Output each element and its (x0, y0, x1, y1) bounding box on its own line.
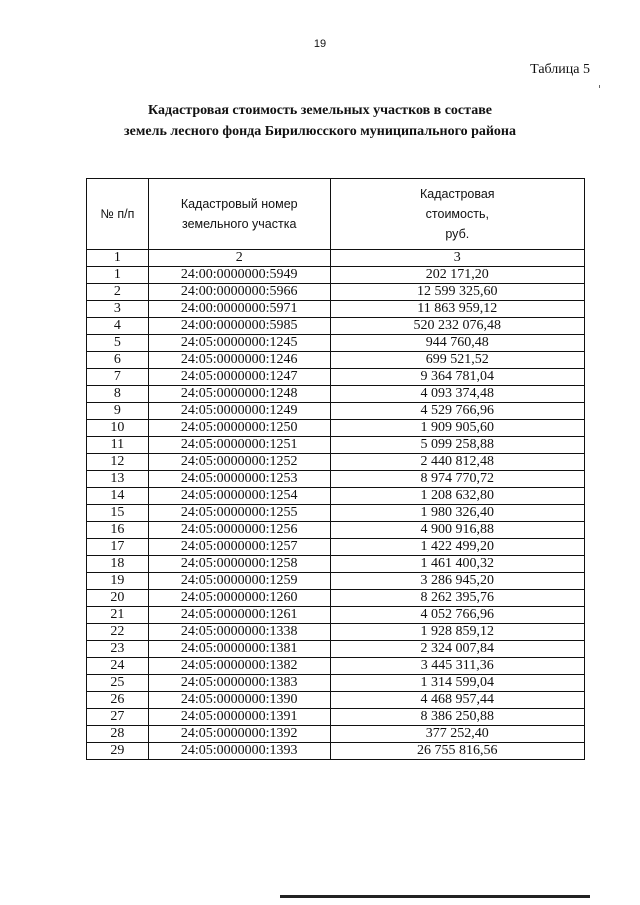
cadastral-value-cell: 5 099 258,88 (330, 437, 584, 454)
cadastral-number-cell: 24:05:0000000:1255 (148, 505, 330, 522)
header-cadastral-number (148, 179, 330, 250)
header-cadastral-number-line2: земельного участка (181, 217, 297, 231)
column-index-1: 1 (87, 250, 149, 267)
table-row (87, 403, 585, 420)
cadastral-value-cell: 1 208 632,80 (330, 488, 584, 505)
cadastral-number-cell: 24:05:0000000:1254 (148, 488, 330, 505)
cadastral-number-cell: 24:05:0000000:1338 (148, 624, 330, 641)
header-cadastral-value (330, 179, 584, 250)
row-number-cell: 26 (87, 692, 149, 709)
row-number-cell: 20 (87, 590, 149, 607)
row-number-cell: 27 (87, 709, 149, 726)
cadastral-value-cell: 8 386 250,88 (330, 709, 584, 726)
table-row (87, 641, 585, 658)
cadastral-value-cell: 1 909 905,60 (330, 420, 584, 437)
cadastral-number-cell: 24:05:0000000:1382 (148, 658, 330, 675)
table-row (87, 539, 585, 556)
row-number-cell: 24 (87, 658, 149, 675)
table-row (87, 658, 585, 675)
cadastral-number-cell: 24:05:0000000:1381 (148, 641, 330, 658)
table-row (87, 675, 585, 692)
table-row (87, 692, 585, 709)
row-number-cell: 17 (87, 539, 149, 556)
cadastral-number-cell: 24:05:0000000:1258 (148, 556, 330, 573)
cadastral-value-cell: 2 440 812,48 (330, 454, 584, 471)
cadastral-value-cell: 4 468 957,44 (330, 692, 584, 709)
cadastral-number-cell: 24:05:0000000:1245 (148, 335, 330, 352)
row-number-cell: 15 (87, 505, 149, 522)
row-number-cell: 28 (87, 726, 149, 743)
table-label: Таблица 5 (530, 62, 590, 77)
table-row (87, 454, 585, 471)
title-line-2: земель лесного фонда Бирилюсского муниципального района (124, 124, 516, 139)
table-row (87, 437, 585, 454)
cadastral-value-cell: 3 286 945,20 (330, 573, 584, 590)
row-number-cell: 12 (87, 454, 149, 471)
table-row (87, 607, 585, 624)
table-row (87, 369, 585, 386)
column-index-2: 2 (148, 250, 330, 267)
table-row (87, 386, 585, 403)
document-title (40, 100, 600, 142)
cadastral-number-cell: 24:05:0000000:1257 (148, 539, 330, 556)
table-row (87, 335, 585, 352)
table-row (87, 471, 585, 488)
cadastral-number-cell: 24:00:0000000:5966 (148, 284, 330, 301)
page-number: 19 (313, 38, 327, 50)
column-index-row (87, 250, 585, 267)
row-number-cell: 19 (87, 573, 149, 590)
row-number-cell: 9 (87, 403, 149, 420)
row-number-cell: 6 (87, 352, 149, 369)
cadastral-number-cell: 24:05:0000000:1248 (148, 386, 330, 403)
table-row (87, 505, 585, 522)
table-row (87, 624, 585, 641)
cadastral-number-cell: 24:00:0000000:5985 (148, 318, 330, 335)
cadastral-value-cell: 9 364 781,04 (330, 369, 584, 386)
table-header (87, 179, 585, 250)
table-row (87, 352, 585, 369)
cadastral-number-cell: 24:05:0000000:1393 (148, 743, 330, 760)
scan-mark (599, 85, 600, 88)
cadastral-value-cell: 12 599 325,60 (330, 284, 584, 301)
cadastral-value-cell: 4 529 766,96 (330, 403, 584, 420)
cadastral-value-table (86, 178, 585, 760)
cadastral-number-cell: 24:05:0000000:1391 (148, 709, 330, 726)
cadastral-value-cell: 377 252,40 (330, 726, 584, 743)
table-row (87, 590, 585, 607)
row-number-cell: 11 (87, 437, 149, 454)
cadastral-value-cell: 11 863 959,12 (330, 301, 584, 318)
row-number-cell: 10 (87, 420, 149, 437)
cadastral-value-cell: 26 755 816,56 (330, 743, 584, 760)
cadastral-number-cell: 24:05:0000000:1261 (148, 607, 330, 624)
cadastral-number-cell: 24:05:0000000:1251 (148, 437, 330, 454)
row-number-cell: 23 (87, 641, 149, 658)
row-number-cell: 5 (87, 335, 149, 352)
row-number-cell: 21 (87, 607, 149, 624)
footer-rule (280, 895, 590, 898)
cadastral-number-cell: 24:00:0000000:5971 (148, 301, 330, 318)
row-number-cell: 2 (87, 284, 149, 301)
header-cadastral-value-line1: Кадастровая (420, 187, 495, 201)
row-number-cell: 18 (87, 556, 149, 573)
cadastral-number-cell: 24:00:0000000:5949 (148, 267, 330, 284)
cadastral-value-cell: 202 171,20 (330, 267, 584, 284)
table-row (87, 267, 585, 284)
row-number-cell: 3 (87, 301, 149, 318)
table-row (87, 556, 585, 573)
row-number-cell: 16 (87, 522, 149, 539)
cadastral-value-cell: 8 974 770,72 (330, 471, 584, 488)
cadastral-value-cell: 944 760,48 (330, 335, 584, 352)
cadastral-value-cell: 8 262 395,76 (330, 590, 584, 607)
cadastral-value-cell: 1 980 326,40 (330, 505, 584, 522)
table-row (87, 284, 585, 301)
table-row (87, 318, 585, 335)
cadastral-value-cell: 1 928 859,12 (330, 624, 584, 641)
cadastral-value-cell: 1 314 599,04 (330, 675, 584, 692)
row-number-cell: 25 (87, 675, 149, 692)
cadastral-number-cell: 24:05:0000000:1392 (148, 726, 330, 743)
table-row (87, 709, 585, 726)
cadastral-value-cell: 699 521,52 (330, 352, 584, 369)
cadastral-number-cell: 24:05:0000000:1246 (148, 352, 330, 369)
row-number-cell: 8 (87, 386, 149, 403)
cadastral-number-cell: 24:05:0000000:1247 (148, 369, 330, 386)
cadastral-number-cell: 24:05:0000000:1253 (148, 471, 330, 488)
column-index-3: 3 (330, 250, 584, 267)
header-cadastral-value-line2: стоимость, (425, 207, 489, 221)
title-line-1: Кадастровая стоимость земельных участков в составе (148, 103, 492, 118)
cadastral-value-cell: 2 324 007,84 (330, 641, 584, 658)
table-row (87, 301, 585, 318)
row-number-cell: 29 (87, 743, 149, 760)
cadastral-number-cell: 24:05:0000000:1260 (148, 590, 330, 607)
table-row (87, 726, 585, 743)
table-row (87, 743, 585, 760)
cadastral-number-cell: 24:05:0000000:1390 (148, 692, 330, 709)
cadastral-number-cell: 24:05:0000000:1252 (148, 454, 330, 471)
row-number-cell: 13 (87, 471, 149, 488)
cadastral-value-cell: 520 232 076,48 (330, 318, 584, 335)
cadastral-value-cell: 3 445 311,36 (330, 658, 584, 675)
cadastral-number-cell: 24:05:0000000:1249 (148, 403, 330, 420)
table-body (87, 250, 585, 760)
cadastral-number-cell: 24:05:0000000:1256 (148, 522, 330, 539)
cadastral-number-cell: 24:05:0000000:1383 (148, 675, 330, 692)
header-row-number: № п/п (87, 179, 149, 250)
table-row (87, 488, 585, 505)
cadastral-value-cell: 4 052 766,96 (330, 607, 584, 624)
cadastral-value-cell: 4 093 374,48 (330, 386, 584, 403)
row-number-cell: 7 (87, 369, 149, 386)
cadastral-number-cell: 24:05:0000000:1259 (148, 573, 330, 590)
row-number-cell: 1 (87, 267, 149, 284)
cadastral-value-cell: 1 422 499,20 (330, 539, 584, 556)
header-cadastral-value-line3: руб. (445, 227, 470, 241)
row-number-cell: 14 (87, 488, 149, 505)
cadastral-value-cell: 4 900 916,88 (330, 522, 584, 539)
header-cadastral-number-line1: Кадастровый номер (180, 197, 298, 211)
table-row (87, 420, 585, 437)
row-number-cell: 4 (87, 318, 149, 335)
cadastral-number-cell: 24:05:0000000:1250 (148, 420, 330, 437)
cadastral-value-cell: 1 461 400,32 (330, 556, 584, 573)
table-row (87, 522, 585, 539)
row-number-cell: 22 (87, 624, 149, 641)
table-row (87, 573, 585, 590)
